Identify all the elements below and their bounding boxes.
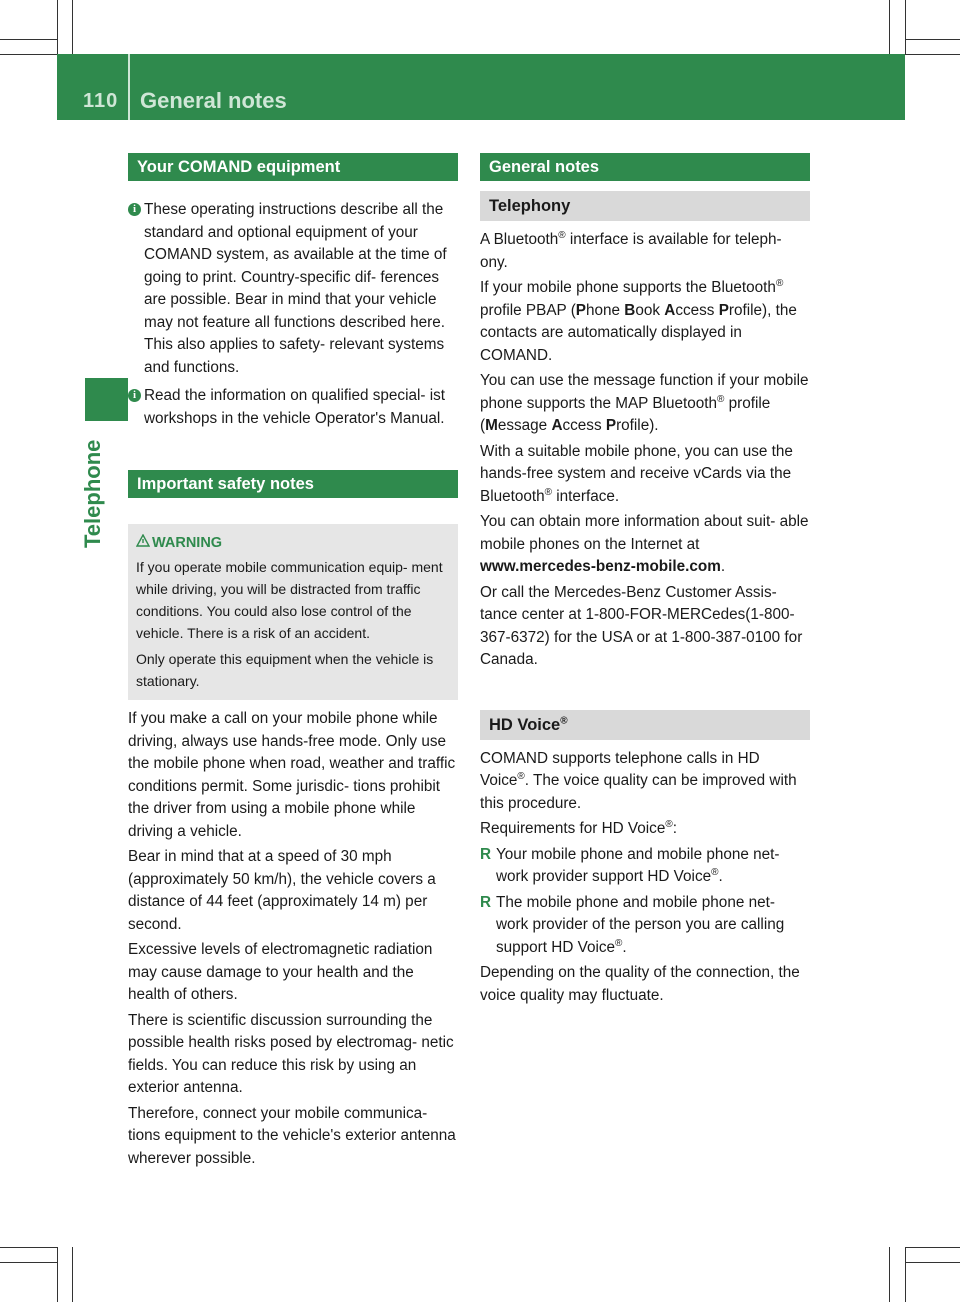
warning-title: WARNING xyxy=(152,535,223,551)
paragraph: Therefore, connect your mobile communica- tions equipment to the vehicle's exterior antenna wherever possible. xyxy=(128,1104,456,1167)
header-divider xyxy=(128,54,130,120)
paragraph: You can use the message function if your mobile phone supports the MAP Bluetooth® profile (Message Access Profile). xyxy=(480,372,809,434)
warning-triangle-icon xyxy=(136,534,150,547)
info-icon: i xyxy=(128,203,141,216)
crop-mark xyxy=(905,1247,960,1248)
crop-mark xyxy=(889,0,890,54)
list-item: R Your mobile phone and mobile phone net- work provider support HD Voice®. xyxy=(480,845,780,885)
paragraph: If your mobile phone supports the Bluetooth® profile PBAP (Phone Book Access Profile), the contacts are automatically displayed in COMAND. xyxy=(480,277,797,364)
warning-text: If you operate mobile communication equip- ment while driving, you will be distracted from traffic conditions. You could also lose control of the vehicle. There is a risk of an accident. xyxy=(136,559,443,641)
warning-text: Only operate this equipment when the vehicle is stationary. xyxy=(136,651,434,689)
page-title: General notes xyxy=(140,88,287,113)
list-item: R The mobile phone and mobile phone net- work provider of the person you are calling support HD Voice®. xyxy=(480,893,785,956)
paragraph: With a suitable mobile phone, you can use the hands-free system and receive vCards via the Bluetooth® interface. xyxy=(480,442,793,505)
paragraph: Or call the Mercedes-Benz Customer Assis- tance center at 1-800-FOR-MERCedes(1-800-367-6372) for the USA or at 1-800-387-0100 for Canada. xyxy=(480,583,803,668)
paragraph: A Bluetooth® interface is available for teleph- ony. xyxy=(480,229,782,271)
crop-mark xyxy=(0,1262,57,1263)
left-column xyxy=(128,153,458,1170)
crop-mark xyxy=(889,1247,890,1302)
info-note xyxy=(128,199,458,379)
subheading-hd-voice: HD Voice® xyxy=(480,710,810,740)
crop-mark xyxy=(0,1247,57,1248)
paragraph: You can obtain more information about suit- able mobile phones on the Internet at www.mercedes-benz-mobile.com. xyxy=(480,513,809,575)
page-number: 110 xyxy=(83,90,119,112)
section-heading-general: General notes xyxy=(480,153,810,181)
paragraph: Depending on the quality of the connection, the voice quality may fluctuate. xyxy=(480,964,800,1004)
crop-mark xyxy=(905,0,906,54)
paragraph: There is scientific discussion surrounding the possible health risks posed by electromag- netic fields. You can reduce this risk by using an exterior antenna. xyxy=(128,1011,454,1096)
crop-mark xyxy=(72,0,73,54)
crop-mark xyxy=(905,39,960,40)
website-link[interactable]: www.mercedes-benz-mobile.com xyxy=(480,558,721,575)
bullet-mark: R xyxy=(480,893,492,911)
chapter-marker xyxy=(85,378,128,421)
crop-mark xyxy=(72,1247,73,1302)
note-text: These operating instructions describe all the standard and optional equipment of your COMAND system, as available at the time of going to print. Country-specific dif- ferences are possible. Bear in mind that your vehicle may not feature all functions described here. This also applies to safety- relevant systems and functions. xyxy=(144,201,447,376)
paragraph: Requirements for HD Voice®: xyxy=(480,818,677,837)
paragraph: If you make a call on your mobile phone while driving, always use hands-free mode. Only use the mobile phone when road, weather and traffic conditions permit. Some jurisdic- tions prohibit the driver from using a mobile phone while driving a vehicle. xyxy=(128,710,456,840)
paragraph: Bear in mind that at a speed of 30 mph (approximately 50 km/h), the vehicle covers a distance of 44 feet (approximately 14 m) per second. xyxy=(128,848,436,933)
warning-heading xyxy=(136,532,450,554)
right-column xyxy=(480,153,810,1007)
paragraph: Excessive levels of electromagnetic radiation may cause damage to your health and the health of others. xyxy=(128,941,433,1003)
chapter-label: Telephone xyxy=(80,440,105,549)
crop-mark xyxy=(57,1247,58,1302)
crop-mark xyxy=(0,54,57,55)
note-text: Read the information on qualified special- ist workshops in the vehicle Operator's Manual. xyxy=(144,387,446,427)
crop-mark xyxy=(0,39,57,40)
crop-mark xyxy=(57,0,58,54)
info-icon: i xyxy=(128,389,141,402)
warning-box xyxy=(128,524,458,700)
crop-mark xyxy=(905,1247,906,1302)
bullet-mark: R xyxy=(480,845,492,863)
section-heading-equipment: Your COMAND equipment xyxy=(128,153,458,181)
paragraph: COMAND supports telephone calls in HD Voice®. The voice quality can be improved with this procedure. xyxy=(480,749,797,812)
section-heading-safety: Important safety notes xyxy=(128,470,458,498)
subheading-telephony: Telephony xyxy=(480,191,810,221)
info-note xyxy=(128,385,458,430)
crop-mark xyxy=(905,1262,960,1263)
crop-mark xyxy=(905,54,960,55)
